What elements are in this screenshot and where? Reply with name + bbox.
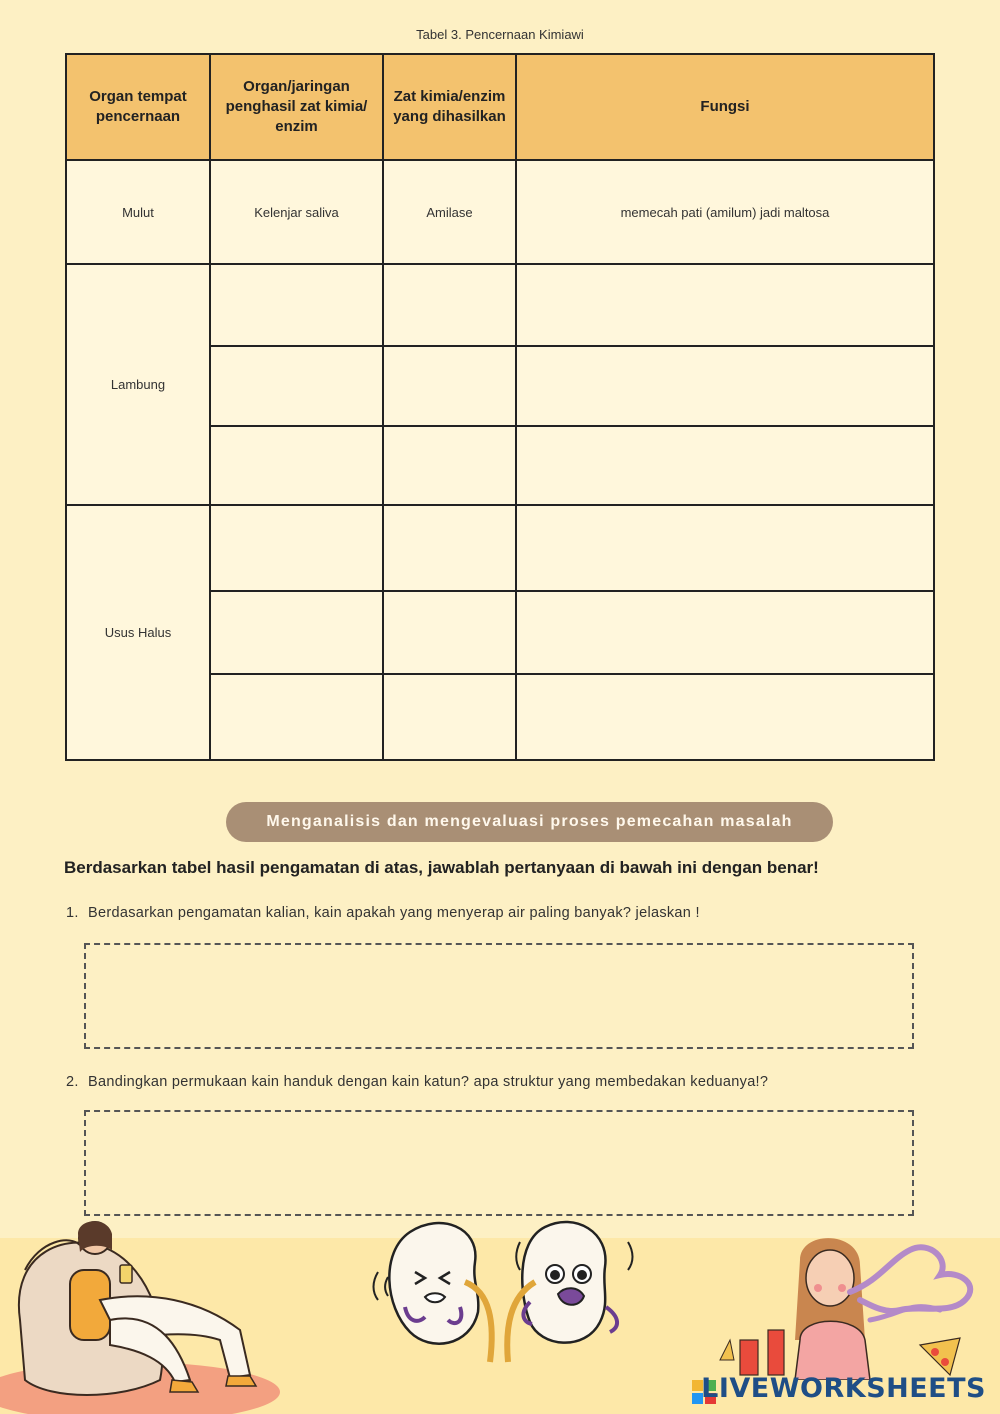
answer-cell[interactable] bbox=[516, 264, 934, 346]
answer-input-1[interactable] bbox=[86, 945, 912, 1047]
answer-cell[interactable] bbox=[210, 674, 383, 760]
answer-cell[interactable] bbox=[210, 426, 383, 505]
cell-function-mulut: memecah pati (amilum) jadi maltosa bbox=[516, 160, 934, 264]
table-caption: Tabel 3. Pencernaan Kimiawi bbox=[416, 27, 584, 42]
header-function: Fungsi bbox=[516, 54, 934, 160]
header-enzyme: Zat kimia/enzim yang dihasilkan bbox=[383, 54, 516, 160]
table-row bbox=[66, 505, 934, 591]
answer-cell[interactable] bbox=[383, 426, 516, 505]
answer-cell[interactable] bbox=[383, 346, 516, 426]
answer-input-2[interactable] bbox=[86, 1112, 912, 1214]
cell-organ-usus-halus: Usus Halus bbox=[66, 505, 210, 760]
brand-text: LIVEWORKSHEETS bbox=[701, 1373, 986, 1404]
instruction-text: Berdasarkan tabel hasil pengamatan di atas, jawablah pertanyaan di bawah ini dengan benar! bbox=[64, 858, 819, 877]
answer-cell[interactable] bbox=[210, 505, 383, 591]
girl-with-food-illustration bbox=[700, 1230, 1000, 1380]
answer-box-1[interactable] bbox=[84, 943, 914, 1049]
question-text: Bandingkan permukaan kain handuk dengan kain katun? apa struktur yang membedakan keduanya!? bbox=[88, 1074, 769, 1090]
woman-on-beanbag-illustration bbox=[0, 1210, 300, 1414]
answer-cell[interactable] bbox=[210, 346, 383, 426]
answer-cell[interactable] bbox=[383, 674, 516, 760]
answer-cell[interactable] bbox=[516, 674, 934, 760]
answer-box-2[interactable] bbox=[84, 1110, 914, 1216]
question-number: 1. bbox=[66, 905, 79, 921]
cell-gland-mulut: Kelenjar saliva bbox=[210, 160, 383, 264]
table-row bbox=[66, 160, 934, 264]
answer-cell[interactable] bbox=[383, 505, 516, 591]
table-header-row bbox=[66, 54, 934, 160]
digestion-table bbox=[65, 53, 935, 761]
cell-organ-mulut: Mulut bbox=[66, 160, 210, 264]
header-gland: Organ/jaringan penghasil zat kimia/ enzim bbox=[210, 54, 383, 160]
cell-organ-lambung: Lambung bbox=[66, 264, 210, 505]
answer-cell[interactable] bbox=[516, 505, 934, 591]
answer-cell[interactable] bbox=[516, 426, 934, 505]
cell-enzyme-mulut: Amilase bbox=[383, 160, 516, 264]
answer-cell[interactable] bbox=[383, 591, 516, 674]
answer-cell[interactable] bbox=[210, 591, 383, 674]
kidneys-illustration bbox=[370, 1212, 640, 1372]
question-text: Berdasarkan pengamatan kalian, kain apakah yang menyerap air paling banyak? jelaskan ! bbox=[88, 905, 700, 921]
answer-cell[interactable] bbox=[210, 264, 383, 346]
question-1 bbox=[66, 905, 966, 921]
section-pill: Menganalisis dan mengevaluasi proses pemecahan masalah bbox=[226, 802, 833, 842]
question-number: 2. bbox=[66, 1074, 79, 1090]
table-row bbox=[66, 264, 934, 346]
answer-cell[interactable] bbox=[516, 591, 934, 674]
answer-cell[interactable] bbox=[383, 264, 516, 346]
question-2 bbox=[66, 1074, 966, 1090]
answer-cell[interactable] bbox=[516, 346, 934, 426]
header-organ: Organ tempat pencernaan bbox=[66, 54, 210, 160]
